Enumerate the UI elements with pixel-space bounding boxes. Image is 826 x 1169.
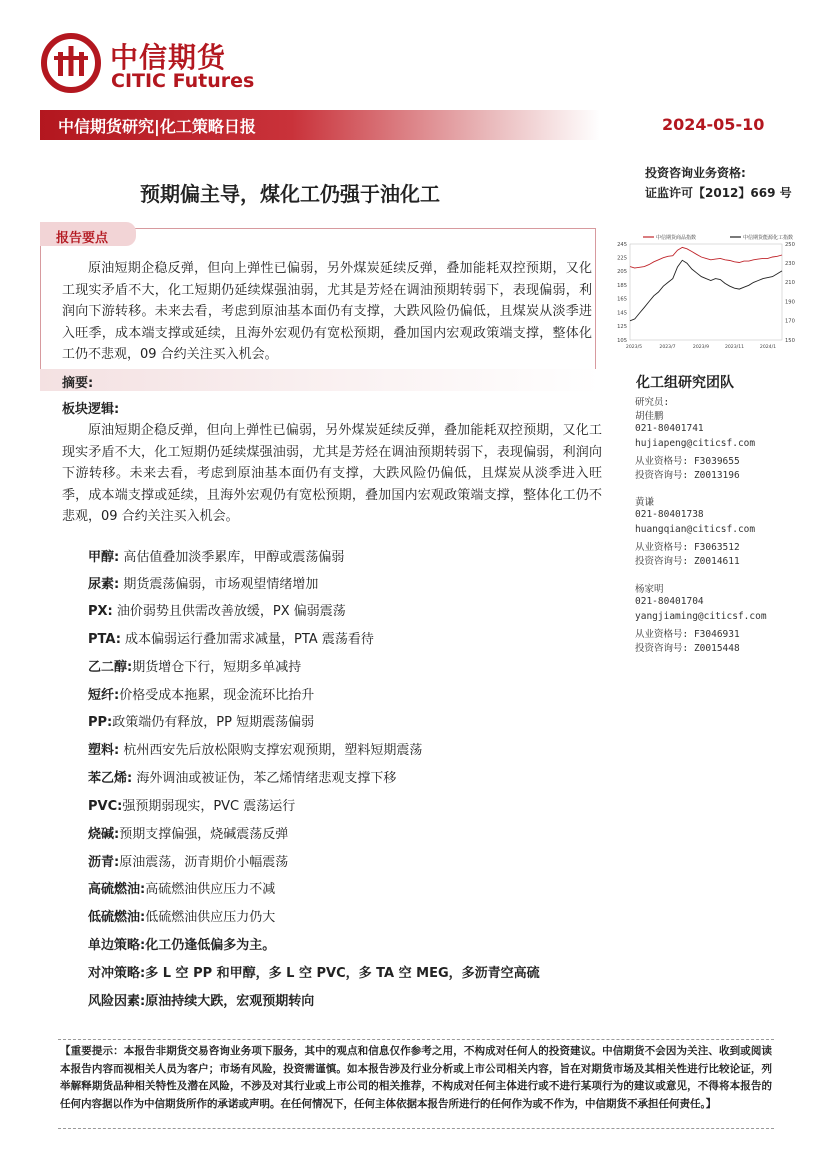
strategy-risk	[88, 990, 314, 1009]
member-advisory: 投资咨询号: Z0015448	[635, 643, 740, 654]
product-view: 油价弱势且供需改善放缓，PX 偏弱震荡	[112, 604, 346, 619]
strategy-label: 单边策略:	[88, 938, 146, 953]
x-tick-label: 2023/9	[692, 345, 710, 350]
product-row	[88, 600, 346, 619]
product-view: 强预期弱现实，PVC 震荡运行	[122, 799, 296, 814]
x-tick-label: 2023/11	[724, 345, 745, 350]
product-row	[88, 656, 301, 675]
series-line-2	[630, 260, 782, 321]
qualification-license: 证监许可【2012】669 号	[645, 186, 792, 200]
member-email[interactable]: yangjiaming@citicsf.com	[635, 611, 767, 622]
x-tick-label: 2023/5	[625, 345, 643, 350]
report-series-title: 中信期货研究|化工策略日报	[58, 117, 256, 136]
strategy-text: 化工仍逢低偏多为主。	[145, 938, 276, 953]
chart-legend	[643, 234, 793, 241]
sector-logic-title: 板块逻辑:	[62, 402, 120, 417]
strategy-single	[88, 934, 275, 953]
logo-name-en: CITIC Futures	[111, 70, 255, 92]
highlights-body	[62, 258, 592, 366]
series-line-1	[630, 247, 782, 268]
product-row	[88, 906, 275, 925]
researcher-label: 研究员:	[635, 397, 670, 408]
qualification-label: 投资咨询业务资格:	[645, 166, 746, 180]
right-axis	[785, 242, 795, 344]
right-tick-label: 230	[785, 261, 795, 267]
left-tick-label: 165	[617, 296, 627, 303]
product-row	[88, 823, 288, 842]
product-row	[88, 711, 314, 730]
member-advisory: 投资咨询号: Z0013196	[635, 470, 740, 481]
product-row	[88, 767, 396, 786]
disclaimer-text: 【重要提示：本报告非期货交易咨询业务项下服务，其中的观点和信息仅作参考之用，不构成对任何人的投资建议。中信期货不会因为关注、收到或阅读本报告内容而视相关人员为客户；市场有风险，投资需谨慎。如本报告涉及行业分析或上市公司相关内容，旨在对期货市场及其相关性进行比较论证，列举解释期货品种相关特性及潜在风险，不涉及对其行业或上市公司的相关推荐，不构成对任何主体进行或不进行某项行为的建议或意见，不得将本报告的任何内容据以作为中信期货所作的承诺或声明。在任何情况下，任何主体依据本报告所进行的任何作为或不作为，中信期货不承担任何责任。】	[60, 1045, 772, 1110]
left-tick-label: 245	[617, 241, 627, 248]
product-view: 原油震荡，沥青期价小幅震荡	[119, 855, 289, 870]
product-view: 海外调油或被证伪，苯乙烯情绪悲观支撑下移	[132, 771, 397, 786]
product-view: 期货增仓下行，短期多单减持	[132, 660, 302, 675]
product-name: 尿素:	[88, 577, 120, 592]
logo-name-cn: 中信期货	[110, 41, 227, 74]
right-tick-label: 210	[785, 280, 795, 287]
product-view: 政策端仍有释放，PP 短期震荡偏弱	[112, 715, 315, 730]
left-tick-label: 145	[617, 310, 627, 317]
highlights-text: 原油短期企稳反弹，但向上弹性已偏弱，另外煤炭延续反弹，叠加能耗双控预期，又化工现实矛盾不大，化工短期仍延续煤强油弱，尤其是芳烃在调油预期转弱下，表现偏弱，利润向下游转移。未来去看，考虑到原油基本面仍有支撑，大跌风险仍偏低，且煤炭从淡季进入旺季，成本端支撑或延续，且海外宏观仍有宽松预期，叠加国内宏观政策端支撑，整体化工仍不悲观，09 合约关注买入机会。	[62, 261, 592, 362]
product-row	[88, 851, 288, 870]
member-advisory: 投资咨询号: Z0014611	[635, 556, 740, 567]
product-name: 沥青:	[88, 855, 120, 870]
left-tick-label: 105	[617, 337, 627, 344]
member-phone: 021-80401738	[635, 509, 704, 520]
right-tick-label: 170	[785, 318, 795, 325]
product-name: 甲醇:	[88, 550, 120, 565]
product-row	[88, 573, 318, 592]
product-name: PTA:	[88, 632, 121, 647]
product-view: 价格受成本拖累，现金流环比抬升	[119, 688, 315, 703]
product-view: 杭州西安先后放松限购支撑宏观预期，塑料短期震荡	[119, 743, 423, 758]
member-email[interactable]: hujiapeng@citicsf.com	[635, 438, 756, 449]
product-name: 短纤:	[88, 688, 120, 703]
member-phone: 021-80401704	[635, 596, 704, 607]
member-phone: 021-80401741	[635, 423, 704, 434]
member-license: 从业资格号: F3039655	[635, 456, 740, 467]
product-name: PVC:	[88, 799, 123, 814]
right-tick-label: 190	[785, 299, 795, 306]
product-view: 期货震荡偏弱，市场观望情绪增加	[119, 577, 319, 592]
product-view: 高估值叠加淡季累库，甲醇或震荡偏弱	[119, 550, 345, 565]
product-name: 塑料:	[88, 743, 120, 758]
product-row	[88, 878, 275, 897]
product-name: 高硫燃油:	[88, 882, 146, 897]
left-tick-label: 205	[617, 269, 627, 276]
member-license: 从业资格号: F3063512	[635, 542, 740, 553]
product-view: 低硫燃油供应压力仍大	[145, 910, 276, 925]
member-license: 从业资格号: F3046931	[635, 629, 740, 640]
left-tick-label: 125	[617, 324, 627, 331]
product-name: PX:	[88, 604, 113, 619]
team-title: 化工组研究团队	[636, 375, 734, 391]
product-name: 烧碱:	[88, 827, 120, 842]
product-view: 成本偏弱运行叠加需求减量，PTA 震荡看待	[120, 632, 374, 647]
product-name: 低硫燃油:	[88, 910, 146, 925]
index-chart	[610, 228, 800, 354]
legend-label-series-2: 中信期货能源化工指数	[743, 235, 794, 241]
member-name: 杨家明	[635, 584, 664, 595]
member-name: 胡佳鹏	[635, 411, 664, 422]
right-tick-label: 250	[785, 241, 795, 248]
citic-logo-icon	[40, 32, 102, 94]
report-date: 2024-05-10	[662, 115, 765, 134]
sector-logic-text: 原油短期企稳反弹，但向上弹性已偏弱，另外煤炭延续反弹，叠加能耗双控预期，又化工现实矛盾不大，化工短期仍延续煤强油弱，尤其是芳烃在调油预期转弱下，表现偏弱，利润向下游转移。未来去看，考虑到原油基本面仍有支撑，大跌风险仍偏低，且煤炭从淡季进入旺季，成本端支撑或延续，且海外宏观仍有宽松预期，叠加国内宏观政策端支撑，整体化工仍不悲观，09 合约关注买入机会。	[62, 423, 602, 524]
product-name: PP:	[88, 715, 113, 730]
right-tick-label: 150	[785, 337, 795, 344]
chart-series	[630, 247, 782, 320]
member-email[interactable]: huangqian@citicsf.com	[635, 524, 756, 535]
summary-label: 摘要:	[62, 376, 94, 391]
sector-logic-body	[62, 420, 602, 528]
product-name: 乙二醇:	[88, 660, 133, 675]
product-row	[88, 739, 422, 758]
x-tick-label: 2023/7	[659, 345, 676, 350]
product-row	[88, 795, 295, 814]
left-tick-label: 185	[617, 282, 627, 289]
summary-bar	[40, 369, 600, 391]
x-axis	[626, 344, 776, 350]
strategy-hedge	[88, 962, 540, 981]
strategy-text: 多 L 空 PP 和甲醇，多 L 空 PVC，多 TA 空 MEG，多沥青空高硫	[145, 966, 540, 981]
left-tick-label: 225	[617, 255, 627, 262]
product-view: 预期支撑偏强，烧碱震荡反弹	[119, 827, 289, 842]
product-row	[88, 684, 314, 703]
page-title: 预期偏主导，煤化工仍强于油化工	[140, 182, 440, 206]
legend-label-series-1: 中信期货商品指数	[656, 235, 697, 241]
product-row	[88, 546, 344, 565]
disclaimer-top-rule	[58, 1039, 774, 1040]
product-row	[88, 628, 374, 647]
left-axis	[617, 242, 627, 344]
product-view: 高硫燃油供应压力不减	[145, 882, 276, 897]
strategy-label: 风险因素:	[88, 994, 146, 1009]
highlights-tag-label: 报告要点	[56, 231, 109, 246]
member-name: 黄谦	[635, 497, 655, 508]
product-name: 苯乙烯:	[88, 771, 133, 786]
x-tick-label: 2024/1	[759, 345, 777, 350]
strategy-label: 对冲策略:	[88, 966, 146, 981]
disclaimer-bottom-rule	[58, 1128, 774, 1129]
strategy-text: 原油持续大跌，宏观预期转向	[145, 994, 315, 1009]
